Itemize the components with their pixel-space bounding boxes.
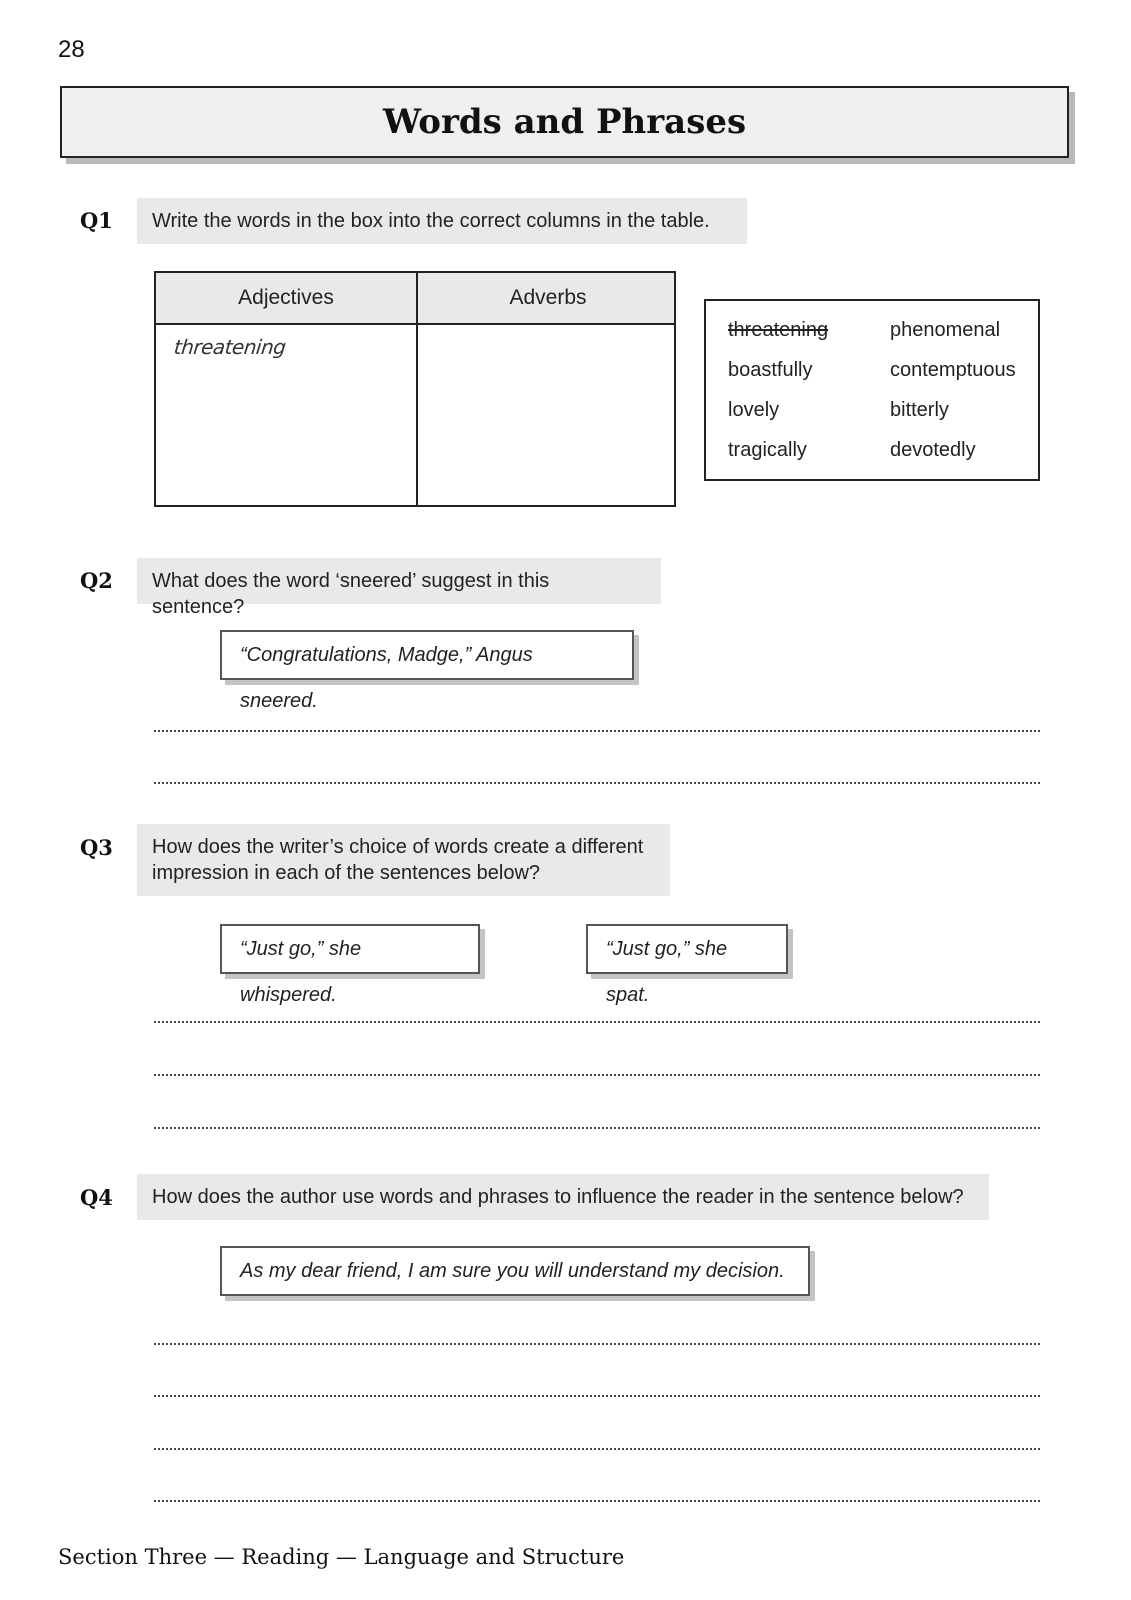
quote-q2: “Congratulations, Madge,” Angus sneered. xyxy=(220,630,634,680)
adverbs-column-header: Adverbs xyxy=(509,286,587,309)
answer-line xyxy=(154,1343,1040,1345)
word-box-item: bitterly xyxy=(890,399,949,421)
quote-q3-whispered: “Just go,” she whispered. xyxy=(220,924,480,974)
column-divider xyxy=(416,273,418,505)
quote-q4: As my dear friend, I am sure you will understand my decision. xyxy=(220,1246,810,1296)
question-prompt-q4: How does the author use words and phrases to influence the reader in the sentence below? xyxy=(137,1174,989,1220)
title-banner xyxy=(60,86,1069,158)
answer-line xyxy=(154,1448,1040,1450)
word-box-item: phenomenal xyxy=(890,319,1001,341)
question-label-q4: Q4 xyxy=(80,1185,113,1210)
question-prompt-q1: Write the words in the box into the correct columns in the table. xyxy=(137,198,747,244)
answer-line xyxy=(154,1500,1040,1502)
question-prompt-q3 xyxy=(137,824,670,896)
word-box-item: tragically xyxy=(728,439,807,461)
answer-line xyxy=(154,730,1040,732)
word-box-item: contemptuous xyxy=(890,359,1016,381)
section-footer: Section Three — Reading — Language and Structure xyxy=(58,1545,625,1569)
question-label-q2: Q2 xyxy=(80,568,113,593)
question-prompt-q3-line2: impression in each of the sentences below? xyxy=(152,862,541,884)
adjectives-column-header: Adjectives xyxy=(238,286,334,309)
answer-line xyxy=(154,1395,1040,1397)
sorting-table xyxy=(154,271,676,507)
answer-line xyxy=(154,782,1040,784)
page-number: 28 xyxy=(58,36,85,63)
answer-line xyxy=(154,1127,1040,1129)
question-prompt-q2: What does the word ‘sneered’ suggest in this sentence? xyxy=(137,558,661,604)
question-prompt-q3-line1: How does the writer’s choice of words create a different xyxy=(152,836,644,858)
answer-line xyxy=(154,1021,1040,1023)
answer-line xyxy=(154,1074,1040,1076)
word-box-item: devotedly xyxy=(890,439,976,461)
word-box-item: lovely xyxy=(728,399,780,421)
question-label-q1: Q1 xyxy=(80,208,113,233)
adjectives-answer-threatening: threatening xyxy=(172,335,287,359)
question-label-q3: Q3 xyxy=(80,835,113,860)
page-title: Words and Phrases xyxy=(382,102,747,142)
word-box xyxy=(704,299,1040,481)
word-box-item: boastfully xyxy=(728,359,813,381)
word-box-item-crossed-out: threatening xyxy=(728,319,829,341)
quote-q3-spat: “Just go,” she spat. xyxy=(586,924,788,974)
